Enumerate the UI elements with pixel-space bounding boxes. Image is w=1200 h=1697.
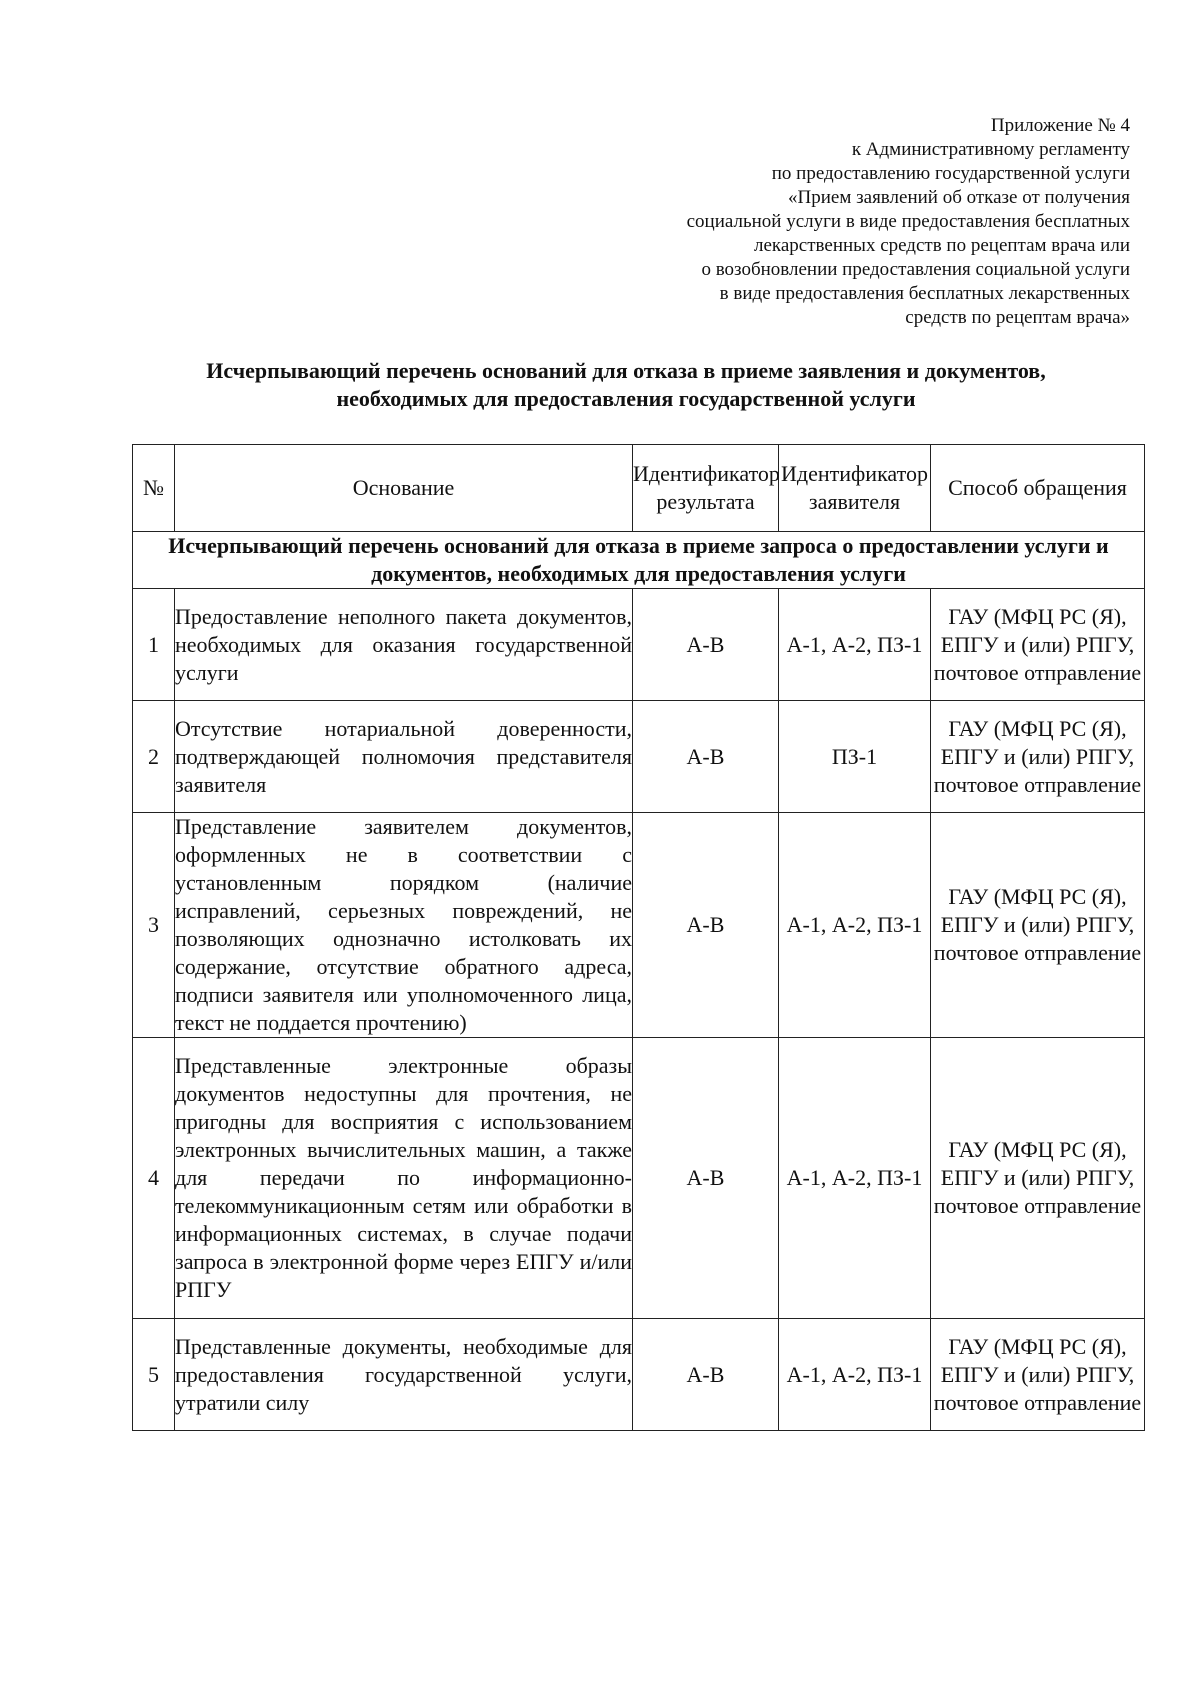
row-result-id: А-В xyxy=(633,1038,779,1319)
header-basis: Основание xyxy=(175,445,633,532)
document-title xyxy=(124,357,1128,413)
table-row xyxy=(133,1038,1145,1319)
row-num: 5 xyxy=(133,1319,175,1431)
row-num: 2 xyxy=(133,701,175,813)
section-row xyxy=(133,532,1145,589)
row-applicant-id: А-1, А-2, ПЗ-1 xyxy=(779,1038,931,1319)
header-method: Способ обращения xyxy=(931,445,1145,532)
row-method: ГАУ (МФЦ РС (Я), ЕПГУ и (или) РПГУ, почтовое отправление xyxy=(931,813,1145,1038)
refusal-grounds-table xyxy=(132,444,1145,1431)
row-applicant-id: ПЗ-1 xyxy=(779,701,931,813)
appendix-header xyxy=(570,114,1130,330)
table-row xyxy=(133,813,1145,1038)
row-basis: Представление заявителем документов, оформленных не в соответствии с установленным порядком (наличие исправлений, серьезных повреждений, не позволяющих однозначно истолковать их содержание, отсутствие обратного адреса, подписи заявителя или уполномоченного лица, текст не поддается прочтению) xyxy=(175,813,633,1038)
row-method: ГАУ (МФЦ РС (Я), ЕПГУ и (или) РПГУ, почтовое отправление xyxy=(931,1319,1145,1431)
table-row xyxy=(133,1319,1145,1431)
row-result-id: А-В xyxy=(633,813,779,1038)
row-result-id: А-В xyxy=(633,701,779,813)
row-method: ГАУ (МФЦ РС (Я), ЕПГУ и (или) РПГУ, почтовое отправление xyxy=(931,1038,1145,1319)
title-line: необходимых для предоставления государственной услуги xyxy=(336,386,916,411)
appendix-line: лекарственных средств по рецептам врача или xyxy=(754,235,1130,256)
appendix-line: социальной услуги в виде предоставления бесплатных xyxy=(686,211,1130,232)
table-row xyxy=(133,589,1145,701)
row-applicant-id: А-1, А-2, ПЗ-1 xyxy=(779,1319,931,1431)
appendix-line: в виде предоставления бесплатных лекарственных xyxy=(719,283,1130,304)
row-basis: Представленные документы, необходимые для предоставления государственной услуги, утратили силу xyxy=(175,1319,633,1431)
row-num: 3 xyxy=(133,813,175,1038)
row-result-id: А-В xyxy=(633,1319,779,1431)
row-method: ГАУ (МФЦ РС (Я), ЕПГУ и (или) РПГУ, почтовое отправление xyxy=(931,701,1145,813)
appendix-line: о возобновлении предоставления социальной услуги xyxy=(701,259,1130,280)
row-basis: Предоставление неполного пакета документов, необходимых для оказания государственной услуги xyxy=(175,589,633,701)
row-basis: Представленные электронные образы документов недоступны для прочтения, не пригодны для восприятия с использованием электронных вычислительных машин, а также для передачи по информационно-телекоммуникационным сетям или обработки в информационных системах, в случае подачи запроса в электронной форме через ЕПГУ и/или РПГУ xyxy=(175,1038,633,1319)
row-num: 1 xyxy=(133,589,175,701)
appendix-line: средств по рецептам врача» xyxy=(905,307,1130,328)
row-method: ГАУ (МФЦ РС (Я), ЕПГУ и (или) РПГУ, почтовое отправление xyxy=(931,589,1145,701)
header-result-id: Идентификатор результата xyxy=(633,445,779,532)
header-num: № xyxy=(133,445,175,532)
table-header-row xyxy=(133,445,1145,532)
row-applicant-id: А-1, А-2, ПЗ-1 xyxy=(779,813,931,1038)
header-applicant-id: Идентификатор заявителя xyxy=(779,445,931,532)
appendix-line: Приложение № 4 xyxy=(990,115,1130,136)
section-title: Исчерпывающий перечень оснований для отказа в приеме запроса о предоставлении услуги и документов, необходимых для предоставления услуги xyxy=(133,532,1145,589)
row-applicant-id: А-1, А-2, ПЗ-1 xyxy=(779,589,931,701)
appendix-line: по предоставлению государственной услуги xyxy=(771,163,1130,184)
row-result-id: А-В xyxy=(633,589,779,701)
title-line: Исчерпывающий перечень оснований для отказа в приеме заявления и документов, xyxy=(206,358,1046,383)
row-num: 4 xyxy=(133,1038,175,1319)
appendix-line: к Административному регламенту xyxy=(851,139,1130,160)
row-basis: Отсутствие нотариальной доверенности, подтверждающей полномочия представителя заявителя xyxy=(175,701,633,813)
table-row xyxy=(133,701,1145,813)
appendix-line: «Прием заявлений об отказе от получения xyxy=(788,187,1130,208)
